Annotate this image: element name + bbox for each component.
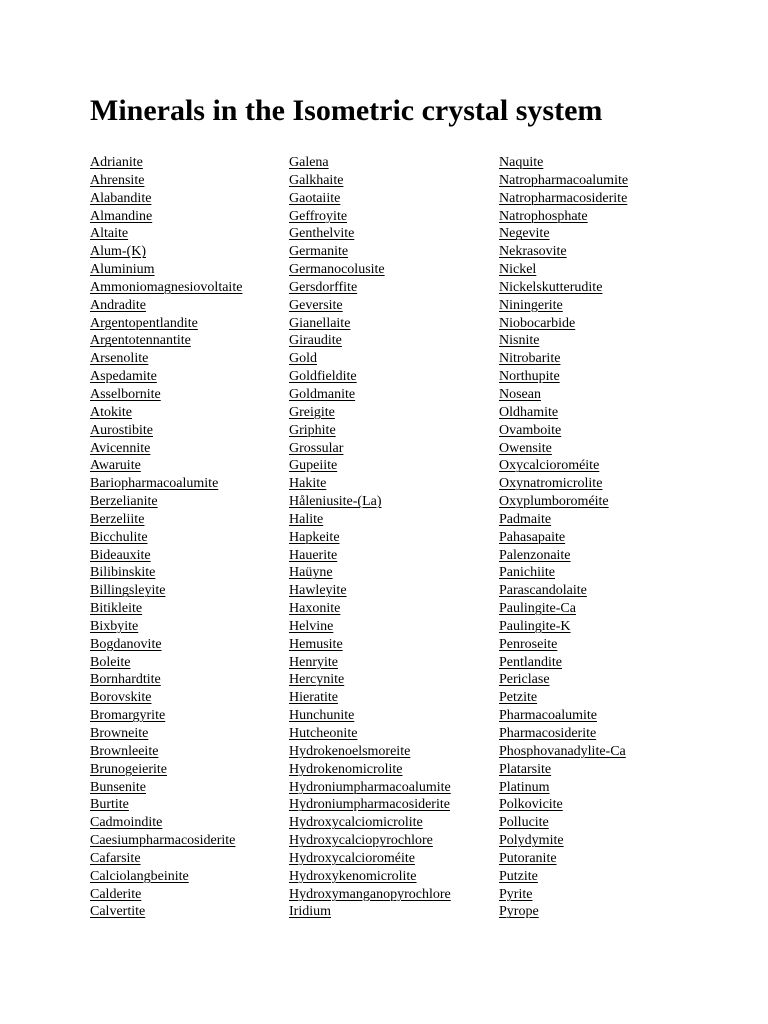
mineral-link[interactable]: Phosphovanadylite-Ca [499,743,626,759]
list-item [289,440,451,458]
mineral-link[interactable]: Berzelianite [90,494,158,510]
list-item [90,832,242,850]
mineral-link[interactable]: Platarsite [499,761,552,777]
mineral-link[interactable]: Hakite [289,476,327,492]
mineral-link[interactable]: Natropharmacoalumite [499,172,629,188]
mineral-link[interactable]: Brunogeierite [90,761,167,777]
list-item [499,243,628,261]
mineral-link[interactable]: Pahasapaite [499,529,566,545]
list-item [499,261,628,279]
list-item [499,529,628,547]
mineral-link[interactable]: Grossular [289,440,344,456]
list-item [289,243,451,261]
mineral-link[interactable]: Putoranite [499,850,557,866]
mineral-link[interactable]: Gianellaite [289,315,351,331]
list-item [499,332,628,350]
mineral-link[interactable]: Henryite [289,654,338,670]
mineral-link[interactable]: Oxyplumboroméite [499,494,609,510]
mineral-link[interactable]: Oxycalcioroméite [499,458,600,474]
mineral-link[interactable]: Polydymite [499,833,564,849]
list-item [499,582,628,600]
list-item [289,707,451,725]
mineral-link[interactable]: Polkovicite [499,797,563,813]
list-item [499,404,628,422]
mineral-link[interactable]: Aluminium [90,262,155,278]
mineral-link[interactable]: Brownleeite [90,743,159,759]
mineral-link[interactable]: Boleite [90,654,131,670]
list-item [499,725,628,743]
list-item [499,386,628,404]
mineral-link[interactable]: Iridium [289,904,331,920]
list-item [289,172,451,190]
mineral-link[interactable]: Griphite [289,422,336,438]
mineral-link[interactable]: Gold [289,351,317,367]
mineral-link[interactable]: Browneite [90,726,149,741]
list-item [499,422,628,440]
mineral-link[interactable]: Hydrokenomicrolite [289,761,403,777]
mineral-link[interactable]: Genthelvite [289,226,355,242]
mineral-link[interactable]: Billingsleyite [90,583,166,599]
list-item [289,832,451,850]
list-item [289,725,451,743]
mineral-link[interactable]: Håleniusite-(La) [289,494,382,510]
mineral-column-3 [499,154,628,921]
mineral-link[interactable]: Alum-(K) [90,244,146,260]
mineral-link[interactable]: Oldhamite [499,404,559,420]
list-item [289,350,451,368]
mineral-link[interactable]: Platinum [499,779,550,795]
mineral-link[interactable]: Gaotaiite [289,190,341,206]
list-item [90,440,242,458]
list-item [289,547,451,565]
list-item [499,707,628,725]
list-item [90,422,242,440]
mineral-link[interactable]: Adrianite [90,155,143,170]
list-item [289,261,451,279]
mineral-link[interactable]: Andradite [90,297,146,313]
list-item [90,225,242,243]
list-item [90,796,242,814]
list-item [289,404,451,422]
mineral-link[interactable]: Parascandolaite [499,583,587,599]
list-item [499,814,628,832]
list-item [289,618,451,636]
list-item [289,886,451,904]
mineral-link[interactable]: Germanocolusite [289,262,385,278]
list-item [499,761,628,779]
mineral-link[interactable]: Nickelskutterudite [499,279,603,295]
list-item [289,279,451,297]
list-item [90,725,242,743]
list-item [90,761,242,779]
mineral-link[interactable]: Natrophosphate [499,208,588,224]
mineral-link[interactable]: Caesiumpharmacosiderite [90,833,236,849]
mineral-link[interactable]: Goldfieldite [289,369,357,385]
list-item [499,671,628,689]
mineral-link[interactable]: Halite [289,511,324,527]
mineral-link[interactable]: Palenzonaite [499,547,571,563]
mineral-link[interactable]: Hapkeite [289,529,340,545]
list-item [90,743,242,761]
list-item [289,386,451,404]
list-item [90,279,242,297]
list-item [289,208,451,226]
list-item [90,547,242,565]
list-item [90,618,242,636]
mineral-link[interactable]: Awaruite [90,458,141,474]
mineral-link[interactable]: Argentopentlandite [90,315,198,331]
list-item [289,457,451,475]
list-item [90,154,242,172]
list-item [90,868,242,886]
list-item [289,850,451,868]
mineral-link[interactable]: Hydroxycalciomicrolite [289,815,423,831]
mineral-link[interactable]: Petzite [499,690,538,706]
mineral-link[interactable]: Negevite [499,226,550,242]
mineral-link[interactable]: Atokite [90,404,132,420]
mineral-link[interactable]: Calvertite [90,904,146,920]
list-item [90,671,242,689]
mineral-link[interactable]: Naquite [499,155,544,170]
list-item [289,689,451,707]
mineral-link[interactable]: Almandine [90,208,153,224]
list-item [90,172,242,190]
mineral-link[interactable]: Hydroxymanganopyrochlore [289,886,451,902]
list-item [90,850,242,868]
list-item [289,332,451,350]
mineral-link[interactable]: Hawleyite [289,583,347,599]
mineral-link[interactable]: Haüyne [289,565,333,581]
mineral-link[interactable]: Periclase [499,672,550,688]
mineral-link[interactable]: Cafarsite [90,850,141,866]
mineral-link[interactable]: Pharmacoalumite [499,708,597,724]
mineral-link[interactable]: Hieratite [289,690,338,706]
list-item [289,743,451,761]
mineral-link[interactable]: Pyrite [499,886,533,902]
list-item [289,761,451,779]
list-item [499,475,628,493]
mineral-link[interactable]: Hauerite [289,547,338,563]
mineral-link[interactable]: Panichiite [499,565,555,581]
mineral-link[interactable]: Nosean [499,386,541,402]
list-item [289,511,451,529]
mineral-link[interactable]: Putzite [499,868,538,884]
list-item [289,654,451,672]
list-item [499,350,628,368]
list-item [499,547,628,565]
list-item [289,529,451,547]
list-item [90,903,242,921]
list-item [90,654,242,672]
list-item [90,511,242,529]
list-item [289,582,451,600]
list-item [90,582,242,600]
mineral-link[interactable]: Bixbyite [90,618,139,634]
list-item [289,636,451,654]
list-item [90,243,242,261]
mineral-link[interactable]: Gupeiite [289,458,338,474]
mineral-link[interactable]: Pharmacosiderite [499,726,597,741]
list-item [499,868,628,886]
list-item [499,618,628,636]
list-item [90,600,242,618]
list-item [90,297,242,315]
mineral-link[interactable]: Calderite [90,886,142,902]
mineral-link[interactable]: Owensite [499,440,552,456]
list-item [499,368,628,386]
mineral-link[interactable]: Niningerite [499,297,563,313]
mineral-link[interactable]: Geversite [289,297,343,313]
mineral-link[interactable]: Hemusite [289,636,343,652]
list-item [90,779,242,797]
mineral-link[interactable]: Northupite [499,369,560,385]
list-item [90,208,242,226]
mineral-link[interactable]: Goldmanite [289,386,356,402]
list-item [90,636,242,654]
list-item [90,386,242,404]
mineral-link[interactable]: Penroseite [499,636,558,652]
mineral-link[interactable]: Bitikleite [90,601,143,617]
mineral-link[interactable]: Berzeliite [90,511,145,527]
list-item [499,654,628,672]
mineral-link[interactable]: Padmaite [499,511,552,527]
list-item [499,564,628,582]
list-item [499,208,628,226]
list-item [499,636,628,654]
list-item [90,368,242,386]
list-item [90,350,242,368]
list-item [90,261,242,279]
mineral-link[interactable]: Arsenolite [90,351,149,367]
mineral-link[interactable]: Oxynatromicrolite [499,476,603,492]
list-item [289,475,451,493]
mineral-link[interactable]: Paulingite-K [499,618,571,634]
list-item [90,886,242,904]
mineral-link[interactable]: Hydroxykenomicrolite [289,868,417,884]
list-item [499,440,628,458]
mineral-link[interactable]: Pyrope [499,904,539,920]
list-item [289,868,451,886]
list-item [90,493,242,511]
list-item [499,796,628,814]
mineral-link[interactable]: Hydroniumpharmacoalumite [289,779,451,795]
mineral-link[interactable]: Paulingite-Ca [499,601,576,617]
mineral-link[interactable]: Pentlandite [499,654,562,670]
list-item [90,707,242,725]
mineral-link[interactable]: Haxonite [289,601,341,617]
mineral-column-2 [289,154,451,921]
list-item [289,600,451,618]
mineral-link[interactable]: Bicchulite [90,529,148,545]
list-item [289,190,451,208]
list-item [289,154,451,172]
mineral-link[interactable]: Bornhardtite [90,672,161,688]
list-item [90,814,242,832]
list-item [90,332,242,350]
mineral-link[interactable]: Galkhaite [289,172,344,188]
mineral-link[interactable]: Hydrokenoelsmoreite [289,743,411,759]
mineral-link[interactable]: Altaite [90,226,129,242]
mineral-link[interactable]: Ammoniomagnesiovoltaite [90,279,243,295]
list-item [289,493,451,511]
mineral-link[interactable]: Cadmoindite [90,815,163,831]
list-item [90,564,242,582]
list-item [289,315,451,333]
list-item [90,457,242,475]
mineral-link[interactable]: Gersdorffite [289,279,358,295]
mineral-link[interactable]: Aspedamite [90,369,157,385]
mineral-link[interactable]: Ovamboite [499,422,562,438]
list-item [499,689,628,707]
list-item [499,190,628,208]
list-item [499,511,628,529]
list-item [289,814,451,832]
list-item [289,225,451,243]
page-title: Minerals in the Isometric crystal system [90,94,603,127]
mineral-link[interactable]: Nickel [499,262,537,278]
mineral-link[interactable]: Bideauxite [90,547,151,563]
list-item [289,671,451,689]
list-item [289,796,451,814]
list-item [499,225,628,243]
list-item [499,172,628,190]
mineral-link[interactable]: Nisnite [499,333,540,349]
list-item [499,779,628,797]
mineral-link[interactable]: Hunchunite [289,708,355,724]
mineral-link[interactable]: Nekrasovite [499,244,567,260]
list-item [90,190,242,208]
mineral-link[interactable]: Niobocarbide [499,315,576,331]
list-item [499,154,628,172]
list-item [289,422,451,440]
mineral-link[interactable]: Geffroyite [289,208,348,224]
list-item [90,404,242,422]
list-item [289,368,451,386]
list-item [499,832,628,850]
mineral-link[interactable]: Avicennite [90,440,151,456]
mineral-link[interactable]: Hercynite [289,672,345,688]
list-item [90,689,242,707]
list-item [289,564,451,582]
mineral-link[interactable]: Bogdanovite [90,636,162,652]
list-item [90,529,242,547]
list-item [499,315,628,333]
mineral-link[interactable]: Giraudite [289,333,342,349]
mineral-link[interactable]: Helvine [289,618,334,634]
mineral-link[interactable]: Natropharmacosiderite [499,190,628,206]
list-item [499,903,628,921]
mineral-link[interactable]: Alabandite [90,190,152,206]
list-item [90,315,242,333]
mineral-link[interactable]: Hutcheonite [289,726,358,741]
list-item [499,457,628,475]
mineral-link[interactable]: Pollucite [499,815,549,831]
mineral-link[interactable]: Bilibinskite [90,565,156,581]
list-item [499,297,628,315]
mineral-link[interactable]: Nitrobarite [499,351,561,367]
mineral-link[interactable]: Hydroniumpharmacosiderite [289,797,450,813]
mineral-link[interactable]: Calciolangbeinite [90,868,189,884]
list-item [499,279,628,297]
mineral-link[interactable]: Asselbornite [90,386,161,402]
mineral-link[interactable]: Burtite [90,797,129,813]
list-item [499,886,628,904]
list-item [499,600,628,618]
list-item [499,850,628,868]
mineral-link[interactable]: Borovskite [90,690,152,706]
mineral-link[interactable]: Germanite [289,244,349,260]
list-item [289,297,451,315]
mineral-link[interactable]: Ahrensite [90,172,145,188]
list-item [90,475,242,493]
mineral-link[interactable]: Bariopharmacoalumite [90,476,219,492]
mineral-link[interactable]: Hydroxycalcioroméite [289,850,415,866]
mineral-link[interactable]: Greigite [289,404,335,420]
mineral-column-1 [90,154,242,921]
mineral-link[interactable]: Galena [289,155,329,170]
mineral-link[interactable]: Hydroxycalciopyrochlore [289,833,433,849]
list-item [499,743,628,761]
mineral-link[interactable]: Bromargyrite [90,708,166,724]
mineral-link[interactable]: Bunsenite [90,779,146,795]
mineral-link[interactable]: Aurostibite [90,422,153,438]
list-item [289,779,451,797]
mineral-link[interactable]: Argentotennantite [90,333,191,349]
list-item [289,903,451,921]
list-item [499,493,628,511]
